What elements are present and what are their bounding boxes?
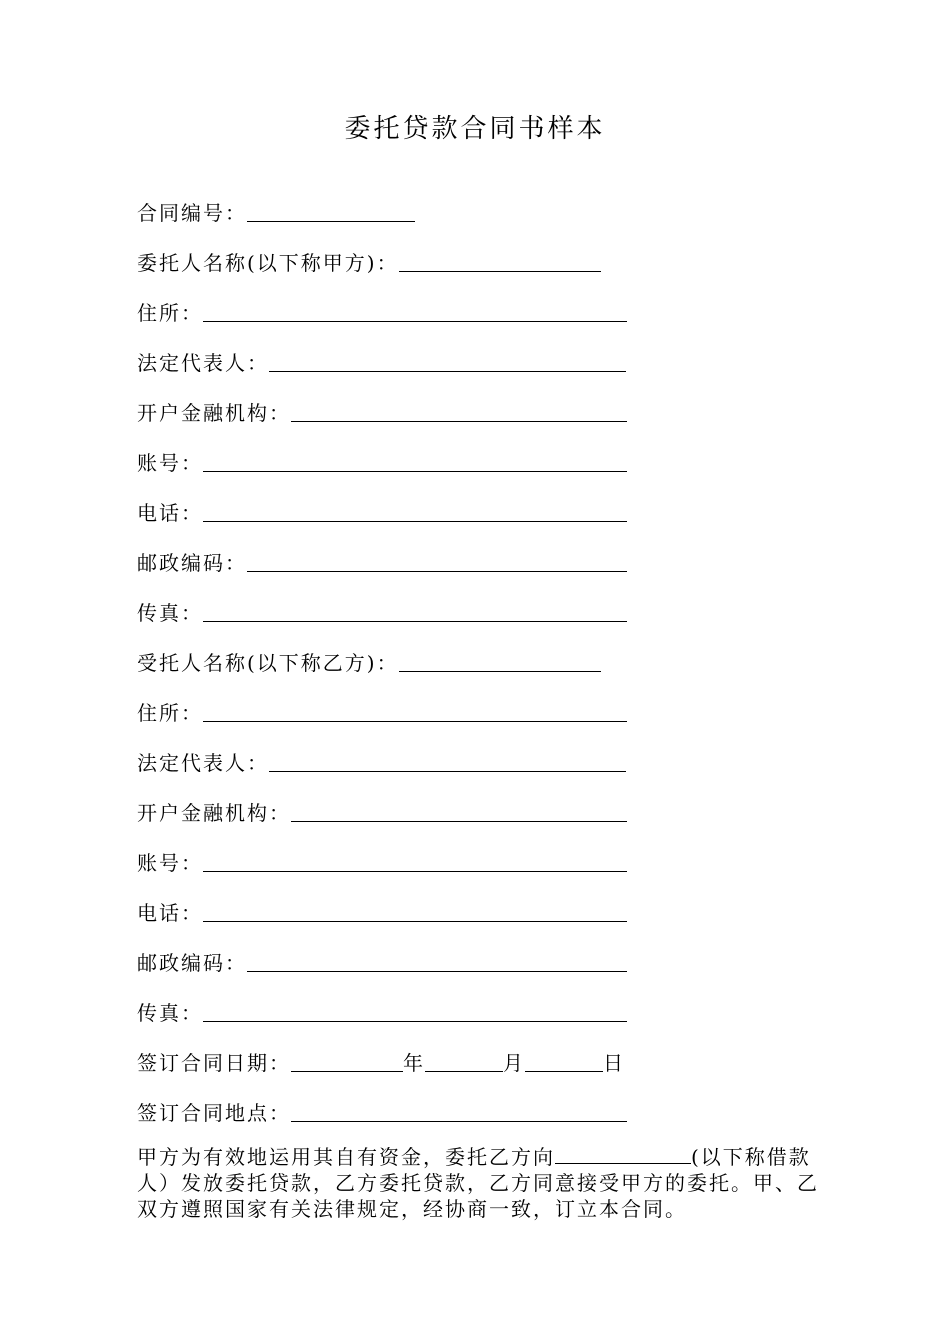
borrower-blank[interactable]	[555, 1145, 691, 1164]
party-a-fax-label: 传真：	[137, 601, 203, 625]
party-a-name-row	[137, 246, 601, 276]
party-b-phone-blank[interactable]	[203, 899, 627, 922]
party-a-rep-blank[interactable]	[269, 349, 626, 372]
party-b-bank-label: 开户金融机构：	[137, 801, 291, 825]
contract-no-blank[interactable]	[247, 199, 415, 222]
party-b-phone-row	[137, 896, 627, 926]
party-a-phone-row	[137, 496, 627, 526]
preamble-paragraph	[137, 1144, 827, 1222]
party-a-postcode-blank[interactable]	[247, 549, 627, 572]
party-b-postcode-label: 邮政编码：	[137, 951, 247, 975]
party-a-account-row	[137, 446, 627, 476]
sign-date-row	[137, 1046, 625, 1076]
sign-date-day-blank[interactable]	[525, 1049, 603, 1072]
sign-place-row	[137, 1096, 627, 1126]
sign-date-month-label: 月	[503, 1051, 525, 1075]
party-a-phone-label: 电话：	[137, 501, 203, 525]
party-b-address-label: 住所：	[137, 701, 203, 725]
party-b-rep-row	[137, 746, 626, 776]
party-b-address-blank[interactable]	[203, 699, 627, 722]
sign-date-year-blank[interactable]	[291, 1049, 403, 1072]
party-a-phone-blank[interactable]	[203, 499, 627, 522]
party-b-name-label: 受托人名称(以下称乙方)：	[137, 651, 399, 675]
sign-date-label: 签订合同日期：	[137, 1051, 291, 1075]
party-b-postcode-row	[137, 946, 627, 976]
sign-date-day-label: 日	[603, 1051, 625, 1075]
party-b-fax-label: 传真：	[137, 1001, 203, 1025]
party-a-name-blank[interactable]	[399, 249, 601, 272]
sign-date-month-blank[interactable]	[425, 1049, 503, 1072]
party-b-account-label: 账号：	[137, 851, 203, 875]
party-a-fax-blank[interactable]	[203, 599, 627, 622]
party-b-postcode-blank[interactable]	[247, 949, 627, 972]
party-a-bank-label: 开户金融机构：	[137, 401, 291, 425]
party-a-rep-row	[137, 346, 626, 376]
document-title: 委托贷款合同书样本	[344, 114, 606, 144]
party-b-fax-blank[interactable]	[203, 999, 627, 1022]
party-a-bank-row	[137, 396, 627, 426]
party-b-fax-row	[137, 996, 627, 1026]
party-b-rep-blank[interactable]	[269, 749, 626, 772]
preamble-part2: (以下称借款人）发放委托贷款，乙方委托贷款，乙方同意接受甲方的委托。甲、乙双方遵照国家有关法律规定，经协商一致，订立本合同。	[137, 1145, 819, 1221]
party-b-name-row	[137, 646, 601, 676]
party-b-bank-blank[interactable]	[291, 799, 627, 822]
party-b-account-blank[interactable]	[203, 849, 627, 872]
party-a-bank-blank[interactable]	[291, 399, 627, 422]
sign-date-year-label: 年	[403, 1051, 425, 1075]
party-b-account-row	[137, 846, 627, 876]
party-a-account-label: 账号：	[137, 451, 203, 475]
party-a-address-blank[interactable]	[203, 299, 627, 322]
party-a-postcode-label: 邮政编码：	[137, 551, 247, 575]
preamble-part1: 甲方为有效地运用其自有资金，委托乙方向	[137, 1145, 555, 1169]
sign-place-blank[interactable]	[291, 1099, 627, 1122]
party-a-account-blank[interactable]	[203, 449, 627, 472]
party-b-phone-label: 电话：	[137, 901, 203, 925]
party-a-address-label: 住所：	[137, 301, 203, 325]
party-a-rep-label: 法定代表人：	[137, 351, 269, 375]
sign-place-label: 签订合同地点：	[137, 1101, 291, 1125]
party-a-name-label: 委托人名称(以下称甲方)：	[137, 251, 399, 275]
contract-no-row	[137, 196, 415, 226]
party-b-name-blank[interactable]	[399, 649, 601, 672]
party-b-rep-label: 法定代表人：	[137, 751, 269, 775]
party-a-address-row	[137, 296, 627, 326]
party-b-bank-row	[137, 796, 627, 826]
contract-no-label: 合同编号：	[137, 201, 247, 225]
party-a-fax-row	[137, 596, 627, 626]
party-b-address-row	[137, 696, 627, 726]
party-a-postcode-row	[137, 546, 627, 576]
